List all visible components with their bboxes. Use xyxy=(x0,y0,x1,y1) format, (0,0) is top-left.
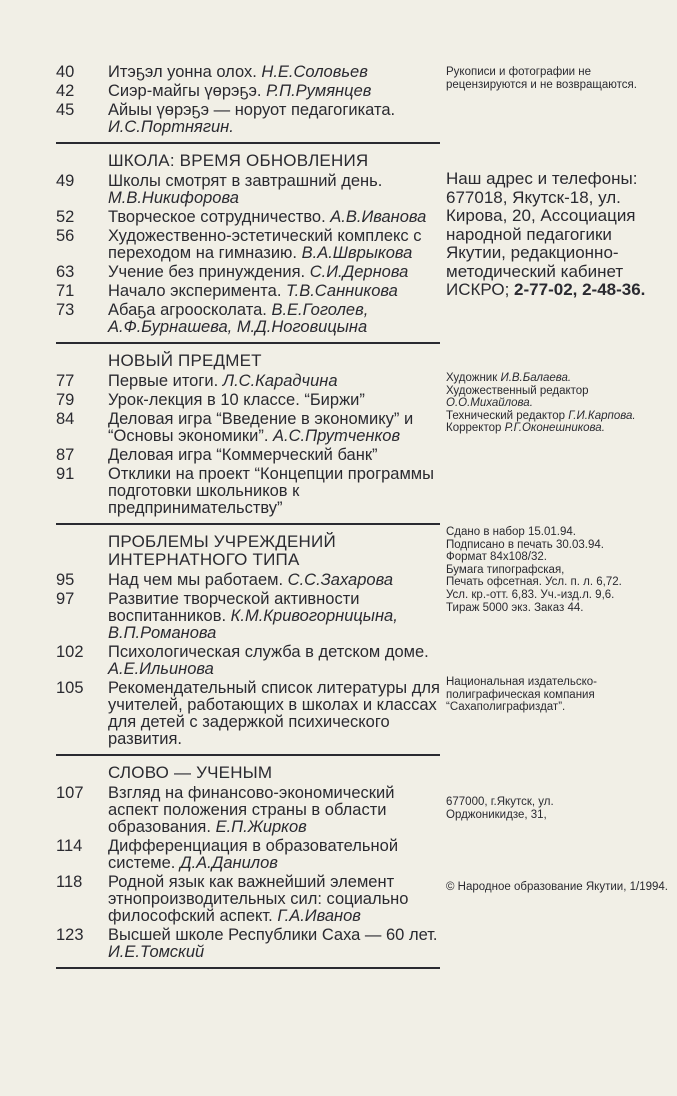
article-title: Деловая игра “Коммерческий банк” xyxy=(108,446,378,464)
page-number: 77 xyxy=(56,372,75,390)
toc-entry xyxy=(56,874,440,925)
article-title: Высшей школе Республики Саха — 60 лет. xyxy=(108,926,438,944)
section-title: СЛОВО — УЧЕНЫМ xyxy=(108,763,273,782)
article-title: Отклики на проект “Концепции программы подготовки школьников к предпринимательству” xyxy=(108,465,434,517)
entry-text xyxy=(108,392,440,409)
article-author: В.А.Шврыкова xyxy=(301,244,413,262)
article-title: Айыы үөрэҕэ — норуот педагогиката. xyxy=(108,101,396,119)
print-line: Тираж 5000 экз. Заказ 44. xyxy=(446,601,584,614)
article-author: Г.А.Иванов xyxy=(277,907,361,925)
page-number: 107 xyxy=(56,784,84,802)
staff-credits xyxy=(446,372,674,435)
toc-entry xyxy=(56,447,440,464)
entry-text xyxy=(108,572,440,589)
article-title: Над чем мы работаем. xyxy=(108,571,284,589)
article-author: А.В.Иванова xyxy=(330,208,427,226)
staff-role: Художественный редактор xyxy=(446,384,589,397)
article-title: Творческое сотрудничество. xyxy=(108,208,326,226)
page-number: 84 xyxy=(56,410,75,428)
toc-entry xyxy=(56,838,440,872)
article-title: Психологическая служба в детском доме. xyxy=(108,643,429,661)
section-title: ПРОБЛЕМЫ УЧРЕЖДЕНИЙ ИНТЕРНАТНОГО ТИПА xyxy=(108,532,336,569)
page-number: 56 xyxy=(56,227,75,245)
page-number: 102 xyxy=(56,643,84,661)
page-number: 71 xyxy=(56,282,75,300)
staff-line xyxy=(446,385,674,410)
article-author: С.С.Захарова xyxy=(287,571,393,589)
print-line: Печать офсетная. Усл. п. л. 6,72. xyxy=(446,576,622,589)
entry-text xyxy=(108,83,440,100)
publisher-name: Национальная издательско-полиграфическая компания “Сахаполиграфиздат”. xyxy=(446,676,598,714)
article-title: Взгляд на финансово-экономический аспект положения страны в области образования. xyxy=(108,784,395,836)
toc-entry xyxy=(56,283,440,300)
entry-text xyxy=(108,680,440,748)
toc-entry xyxy=(56,83,440,100)
staff-role: Корректор xyxy=(446,422,502,435)
article-title: Родной язык как важнейший элемент этнопроизводительных сил: социально философский аспект. xyxy=(108,873,409,925)
address-phones: 2-77-02, 2-48-36. xyxy=(514,280,646,299)
article-author: М.В.Никифорова xyxy=(108,189,239,207)
toc-entry xyxy=(56,392,440,409)
staff-line xyxy=(446,410,674,423)
entry-text xyxy=(108,927,440,961)
entry-text xyxy=(108,785,440,836)
print-line: Сдано в набор 15.01.94. xyxy=(446,526,576,538)
page-number: 52 xyxy=(56,208,75,226)
print-info xyxy=(446,526,674,614)
article-title: Дифференциация в образовательной системе. xyxy=(108,837,399,872)
article-author: А.Е.Ильинова xyxy=(108,660,214,678)
toc-entry xyxy=(56,228,440,262)
page-number: 118 xyxy=(56,873,83,891)
page-number: 95 xyxy=(56,571,75,589)
article-author: Л.С.Карадчина xyxy=(222,372,338,390)
page-number: 79 xyxy=(56,391,75,409)
toc-entry xyxy=(56,302,440,336)
page-number: 63 xyxy=(56,263,75,281)
article-author: И.С.Портнягин. xyxy=(108,118,234,136)
entry-text xyxy=(108,591,440,642)
entry-text xyxy=(108,447,440,464)
page-number: 73 xyxy=(56,301,75,319)
page-number: 87 xyxy=(56,446,75,464)
entry-text xyxy=(108,173,440,207)
article-author: И.Е.Томский xyxy=(108,943,205,961)
entry-text xyxy=(108,874,440,925)
staff-role: Художник xyxy=(446,372,498,384)
toc-entry xyxy=(56,264,440,281)
publisher-address: 677000, г.Якутск, ул. Орджоникидзе, 31, xyxy=(446,796,554,821)
page-number: 123 xyxy=(56,926,84,944)
section-divider xyxy=(56,967,440,969)
entry-text xyxy=(108,264,440,281)
staff-name: Г.И.Карпова. xyxy=(568,409,636,422)
article-title: Абаҕа агроосколата. xyxy=(108,301,267,319)
page-number: 49 xyxy=(56,172,75,190)
section-divider xyxy=(56,523,440,525)
entry-text xyxy=(108,373,440,390)
toc-entry xyxy=(56,591,440,642)
entry-text xyxy=(108,102,440,136)
page-number: 42 xyxy=(56,82,75,100)
toc-entry xyxy=(56,64,440,81)
section-title: НОВЫЙ ПРЕДМЕТ xyxy=(108,351,262,370)
article-author: В.Е.Гоголев, А.Ф.Бурнашева, М.Д.Ноговицына xyxy=(108,301,369,336)
page-number: 97 xyxy=(56,590,75,608)
entry-text xyxy=(108,838,440,872)
toc-entry xyxy=(56,785,440,836)
staff-name: Р.Г.Оконешникова. xyxy=(504,422,605,435)
staff-line xyxy=(446,422,674,435)
article-title: Урок-лекция в 10 классе. “Биржи” xyxy=(108,391,365,409)
copyright-note: © Народное образование Якутии, 1/1994. xyxy=(446,881,668,893)
toc-entry xyxy=(56,466,440,517)
page-number: 45 xyxy=(56,101,75,119)
section-divider xyxy=(56,142,440,144)
page-number: 114 xyxy=(56,837,83,855)
print-line: Бумага типографская, xyxy=(446,563,565,576)
print-line: Усл. кр.-отт. 6,83. Уч.-изд.л. 9,6. xyxy=(446,588,615,601)
article-title: Школы смотрят в завтрашний день. xyxy=(108,172,383,190)
article-title: Развитие творческой активности воспитанников. xyxy=(108,590,360,625)
print-line: Формат 84х108/32. xyxy=(446,551,547,564)
entry-text xyxy=(108,466,440,517)
article-title: Сиэр-майгы үөрэҕэ. xyxy=(108,82,262,100)
address-text: Наш адрес и телефоны: 677018, Якутск-18, ул. Кирова, 20, Ассоциация народной педагогики Якутии, редакционно-методический кабинет ИСКРО; xyxy=(446,169,638,299)
toc-entry xyxy=(56,373,440,390)
article-author: Т.В.Санникова xyxy=(286,282,398,300)
entry-text xyxy=(108,228,440,262)
page-number: 40 xyxy=(56,63,75,81)
article-title: Итэҕэл уонна олох. xyxy=(108,63,257,81)
section-divider xyxy=(56,342,440,344)
article-author: К.М.Кривогорницына, В.П.Романова xyxy=(108,607,398,642)
toc-entry xyxy=(56,411,440,445)
entry-text xyxy=(108,644,440,678)
page-number: 105 xyxy=(56,679,84,697)
toc-entry xyxy=(56,173,440,207)
print-line: Подписано в печать 30.03.94. xyxy=(446,538,604,551)
article-author: Р.П.Румянцев xyxy=(266,82,372,100)
article-title: Рекомендательный список литературы для учителей, работающих в школах и классах для детей с задержкой психического развития. xyxy=(108,679,440,748)
staff-role: Технический редактор xyxy=(446,409,565,422)
toc-entry xyxy=(56,680,440,748)
entry-text xyxy=(108,64,440,81)
toc-entry xyxy=(56,927,440,961)
staff-name: И.В.Балаева. xyxy=(500,372,572,384)
article-title: Художественно-эстетический комплекс с переходом на гимназию. xyxy=(108,227,422,262)
article-title: Деловая игра “Введение в экономику” и “Основы экономики”. xyxy=(108,410,414,445)
article-author: Е.П.Жирков xyxy=(215,818,307,836)
table-of-contents xyxy=(56,62,440,977)
editorial-address xyxy=(446,170,674,300)
entry-text xyxy=(108,209,440,226)
staff-name: О.О.Михайлова. xyxy=(446,397,533,410)
page-number: 91 xyxy=(56,465,75,483)
article-author: Д.А.Данилов xyxy=(179,854,278,872)
article-author: С.И.Дернова xyxy=(309,263,409,281)
article-title: Первые итоги. xyxy=(108,372,219,390)
toc-entry xyxy=(56,209,440,226)
toc-entry xyxy=(56,102,440,136)
section-divider xyxy=(56,754,440,756)
article-title: Начало эксперимента. xyxy=(108,282,282,300)
section-title: ШКОЛА: ВРЕМЯ ОБНОВЛЕНИЯ xyxy=(108,151,369,170)
toc-entry xyxy=(56,572,440,589)
entry-text xyxy=(108,302,440,336)
article-author: Н.Е.Соловьев xyxy=(261,63,368,81)
article-title: Учение без принуждения. xyxy=(108,263,306,281)
entry-text xyxy=(108,411,440,445)
entry-text xyxy=(108,283,440,300)
staff-line xyxy=(446,372,674,385)
manuscripts-note: Рукописи и фотографии не рецензируются и не возвращаются. xyxy=(446,66,637,91)
toc-entry xyxy=(56,644,440,678)
article-author: А.С.Прутченков xyxy=(273,427,401,445)
